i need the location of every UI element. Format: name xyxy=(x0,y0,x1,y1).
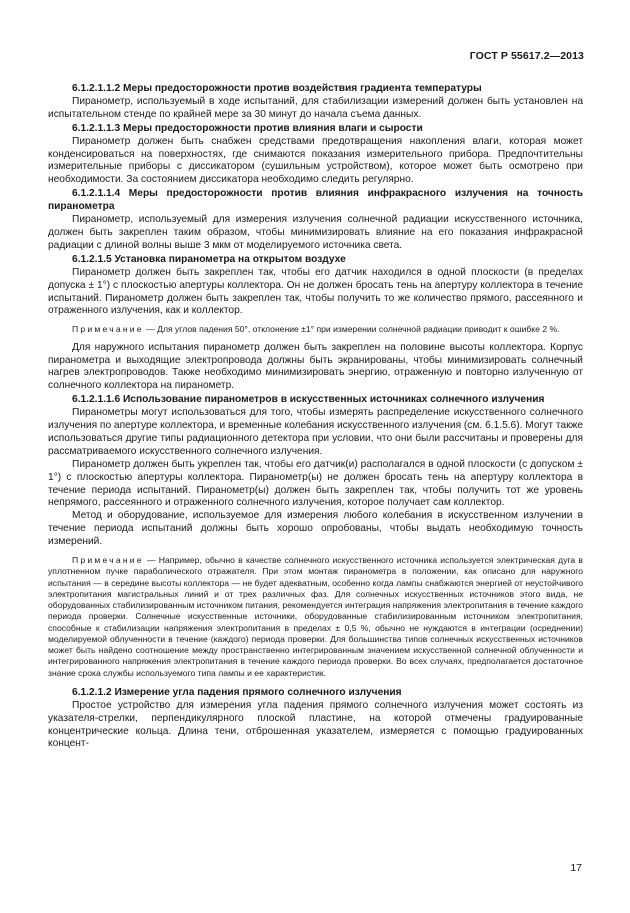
document-header: ГОСТ Р 55617.2—2013 xyxy=(469,50,584,62)
page-number: 17 xyxy=(570,862,582,874)
section-heading: 6.1.2.1.1.3 Меры предосторожности против влияния влаги и сырости xyxy=(72,122,423,134)
paragraph: Пиранометры могут использоваться для того, чтобы измерять распределение искусственного солнечного излучения по апертуре коллектора, и временные колебания искусственного излучения (см. 6.1.5.6). Могут также использоваться другие типы радиационного детектора при условии, что они были рассчитаны и проверены для рассматриваемого искусственного солнечного излучения. xyxy=(48,407,584,457)
section-heading: 6.1.2.1.1.2 Меры предосторожности против воздействия градиента температуры xyxy=(72,83,482,94)
section-heading: 6.1.2.1.1.6 Использование пиранометров в искусственных источниках солнечного излучения xyxy=(72,394,545,406)
paragraph: Для наружного испытания пиранометр должен быть закреплен на половине высоты коллектора. Корпус пиранометра и выходящие электропровода должны быть экранированы, чтобы минимизировать солнечный нагрев электропроводов. Также необходимо минимизировать энергию, отраженную и повторно излученную от солнечного коллектора на пиранометр. xyxy=(48,341,583,392)
paragraph: Пиранометр должен быть снабжен средствами предотвращения накопления влаги, которая может конденсироваться на поверхностях, где снимаются показания измерительного прибора. Предпочтительны измерительные приборы с диссикатором (сушильным устройством), которое может быть осмотрено при необходимости. За состоянием диссикатора необходимо следить регулярно. xyxy=(48,135,583,186)
section-heading: 6.1.2.1.1.4 Меры предосторожности против влияния инфракрасного излучения на точность пиранометра xyxy=(48,188,583,213)
note-text: — Для углов падения 50°, отклонение ±1° при измерении солнечной радиации приводит к ошибке 2 %. xyxy=(143,324,560,335)
section-heading: 6.1.2.1.2 Измерение угла падения прямого солнечного излучения xyxy=(72,686,402,698)
paragraph: Метод и оборудование, используемое для измерения любого колебания в искусственном излучении в течение периода испытаний должны быть хорошо опробованы, чтобы выдать необходимую точность измерений. xyxy=(48,510,583,548)
note-label: Примечание xyxy=(72,555,144,566)
paragraph: Простое устройство для измерения угла падения прямого солнечного излучения может состоять из указателя-стрелки, перпендикулярного плоской пластине, на которой отмечены градуированные концентрические кольца. Длина тени, отброшенная указателем, измеряется с помощью градуированных концент- xyxy=(48,699,583,750)
note xyxy=(48,324,583,335)
note-label: Примечание xyxy=(72,324,144,335)
note-text: — Например, обычно в качестве солнечного искусственного источника используется электрическая дуга в уплотненном пучке параболического отражателя. При этом монтаж пиранометра в положении, как описано для наружного испытания — в середине высоты коллектора — не будет адекватным, особенно когда лампы снабжаются энергией от неустойчивого электропитания магистральных линий и от трех различных фаз. Для солнечных искусственных источников этого вида, не оборудованных стабилизированным источником питания, рекомендуется интеграция напряжения электропитания в течение каждого периода проверки. Солнечные искусственные источники, оборудованные стабилизированным источником электропитания, способные к стабилизации напряжения электропитания в пределах ± 0,5 %, обычно не нуждаются в интеграции (осреднении) моделируемой облученности в течение (каждого) периода проверки. Для большинства типов солнечных искусственных источников может быть найдено соотношение между пространственно интегрированным значением искусственной солнечной облученности и интегрированного напряжения электропитания в течение каждого периода проверки. Во всех случаях, предполагается достаточное знание срока службы используемого типа лампы и ее характеристик. xyxy=(48,555,583,678)
paragraph: Пиранометр, используемый в ходе испытаний, для стабилизации измерений должен быть установлен на испытательном стенде по крайней мере за 30 минут до начала съема данных. xyxy=(48,95,583,120)
note xyxy=(48,555,583,679)
paragraph: Пиранометр должен быть закреплен так, чтобы его датчик находился в одной плоскости (в пределах допуска ± 1°) с плоскостью апертуры коллектора. Он не должен бросать тень на апертуру коллектора в течение испытаний. Пиранометр должен быть закреплен так, чтобы получить то же количество прямого, рассеянного и отраженного излучения, как и коллектор. xyxy=(48,266,583,317)
paragraph: Пиранометр должен быть укреплен так, чтобы его датчик(и) располагался в одной плоскости (с допуском ± 1°) с плоскостью апертуры коллектора. Пиранометр(ы) не должен бросать тень на апертуру коллектора в течение периода испытаний. Пиранометр(ы) должен быть закреплен так, чтобы получить тот же уровень непрямого, рассеянного и отраженного солнечного излучения, которое получает сам коллектор. xyxy=(48,458,583,509)
paragraph: Пиранометр, используемый для измерения излучения солнечной радиации искусственного источника, должен быть закреплен таким образом, чтобы минимизировать влияние на его показания инфракрасной радиации с длиной волны выше 3 мкм от моделируемого источника света. xyxy=(48,214,583,251)
section-heading: 6.1.2.1.5 Установка пиранометра на открытом воздухе xyxy=(72,253,346,265)
document-body xyxy=(48,82,583,751)
